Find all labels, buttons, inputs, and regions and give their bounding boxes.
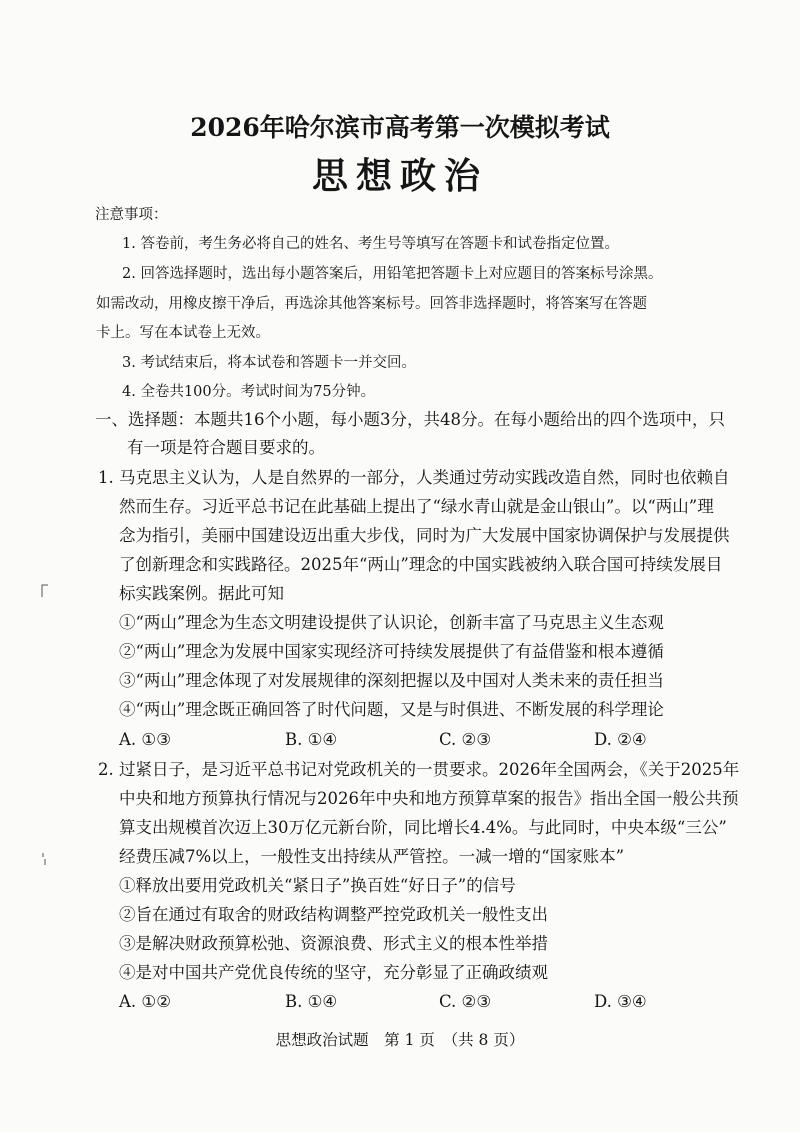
- instruction-line: 如需改动，用橡皮擦干净后，再选涂其他答案标号。回答非选择题时，将答案写在答题: [96, 296, 647, 312]
- option-c: C. ②③: [439, 992, 492, 1011]
- question-stem-line: 了创新理念和实践路径。2025年“两山”理念的中国实践被纳入联合国可持续发展目: [119, 555, 723, 574]
- option-a: A. ①②: [119, 992, 171, 1011]
- page-footer: 思想政治试题 第 1 页 （共 8 页）: [275, 1031, 525, 1049]
- binding-mark-icon: [40, 584, 50, 598]
- question-stem-line: 1. 马克思主义认为，人是自然界的一部分，人类通过劳动实践改造自然，同时也依赖自: [98, 468, 730, 487]
- statement-item: ①“两山”理念为生态文明建设提供了认识论，创新丰富了马克思主义生态观: [119, 613, 664, 632]
- option-d: D. ③④: [594, 992, 647, 1011]
- instruction-line: 1. 答卷前，考生务必将自己的姓名、考生号等填写在答题卡和试卷指定位置。: [122, 236, 619, 252]
- option-a: A. ①③: [119, 730, 171, 749]
- instruction-line: 4. 全卷共100分。考试时间为75分钟。: [122, 384, 376, 400]
- question-stem-line: 经费压减7%以上，一般性支出持续从严管控。一减一增的“国家账本”: [119, 847, 625, 866]
- statement-item: ①释放出要用党政机关“紧日子”换百姓“好日子”的信号: [119, 876, 516, 895]
- statement-item: ③是解决财政预算松弛、资源浪费、形式主义的根本性举措: [119, 934, 548, 953]
- statement-item: ③“两山”理念体现了对发展规律的深刻把握以及中国对人类未来的责任担当: [119, 671, 664, 690]
- question-stem-line: 算支出规模首次迈上30万亿元新台阶，同比增长4.4%。与此同时，中央本级“三公”: [119, 818, 727, 837]
- option-b: B. ①④: [285, 992, 338, 1011]
- statement-item: ④“两山”理念既正确回答了时代问题，又是与时俱进、不断发展的科学理论: [119, 700, 664, 719]
- subject-title: 思想政治: [311, 155, 488, 197]
- question-stem-line: 中央和地方预算执行情况与2026年中央和地方预算草案的报告》指出全国一般公共预: [119, 789, 739, 808]
- section-heading-line: 有一项是符合题目要求的。: [127, 438, 325, 457]
- option-b: B. ①④: [285, 730, 338, 749]
- question-stem-line: 然而生存。习近平总书记在此基础上提出了“绿水青山就是金山银山”。以“两山”理: [119, 497, 714, 516]
- option-d: D. ②④: [594, 730, 647, 749]
- instructions-heading: 注意事项：: [95, 207, 168, 223]
- question-stem-line: 标实践案例。据此可知: [119, 584, 284, 603]
- binding-mark-icon: [41, 852, 47, 866]
- statement-item: ④是对中国共产党优良传统的坚守，充分彰显了正确政绩观: [119, 963, 548, 982]
- instruction-line: 3. 考试结束后，将本试卷和答题卡一并交回。: [122, 355, 416, 371]
- statement-item: ②“两山”理念为发展中国家实现经济可持续发展提供了有益借鉴和根本遵循: [119, 642, 664, 661]
- exam-title: 2026年哈尔滨市高考第一次模拟考试: [190, 113, 610, 142]
- option-c: C. ②③: [439, 730, 492, 749]
- instruction-line: 卡上。写在本试卷上无效。: [96, 325, 270, 341]
- instruction-line: 2. 回答选择题时，选出每小题答案后，用铅笔把答题卡上对应题目的答案标号涂黑。: [122, 266, 663, 282]
- section-heading-line: 一、选择题：本题共16个小题，每小题3分，共48分。在每小题给出的四个选项中，只: [95, 410, 725, 429]
- statement-item: ②旨在通过有取舍的财政结构调整严控党政机关一般性支出: [119, 905, 548, 924]
- question-stem-line: 2. 过紧日子，是习近平总书记对党政机关的一贯要求。2026年全国两会，《关于2025年: [98, 760, 740, 779]
- question-stem-line: 念为指引，美丽中国建设迈出重大步伐，同时为广大发展中国家协调保护与发展提供: [119, 526, 730, 545]
